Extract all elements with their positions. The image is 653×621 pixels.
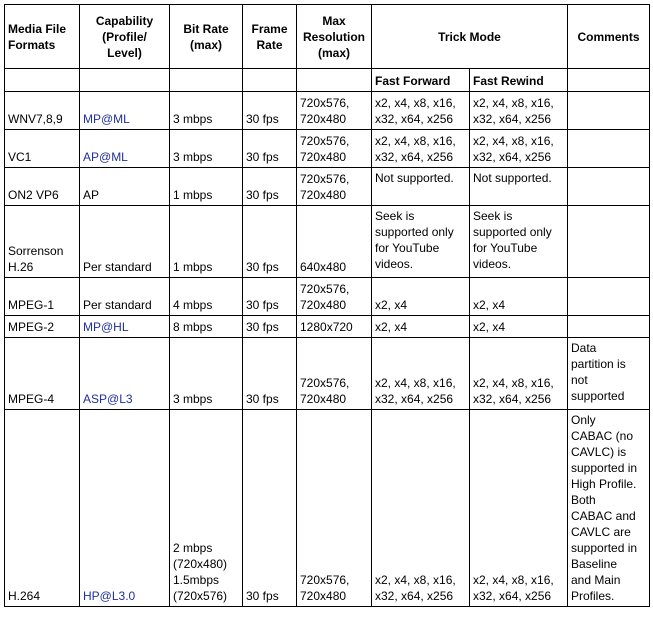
media-format-table [4, 4, 650, 607]
subheader-empty [243, 69, 297, 92]
cell-bitrate: 1 mbps [170, 206, 243, 278]
cell-framerate: 30 fps [243, 130, 297, 168]
header-row [5, 5, 650, 69]
cell-fast-forward: Seek is supported only for YouTube videos. [372, 206, 470, 278]
subheader-empty [80, 69, 170, 92]
cell-capability: MP@ML [80, 92, 170, 130]
cell-framerate: 30 fps [243, 316, 297, 338]
cell-fast-rewind: x2, x4 [470, 278, 568, 316]
cell-comments [568, 92, 650, 130]
cell-comments [568, 316, 650, 338]
cell-fast-rewind: x2, x4, x8, x16, x32, x64, x256 [470, 130, 568, 168]
header-max-resolution: Max Resolution (max) [297, 5, 372, 69]
header-capability: Capability (Profile/ Level) [80, 5, 170, 69]
cell-framerate: 30 fps [243, 168, 297, 206]
cell-comments [568, 206, 650, 278]
table-row [5, 92, 650, 130]
cell-format: VC1 [5, 130, 80, 168]
cell-fast-forward: x2, x4 [372, 278, 470, 316]
cell-resolution: 640x480 [297, 206, 372, 278]
cell-format: ON2 VP6 [5, 168, 80, 206]
cell-format: Sorrenson H.26 [5, 206, 80, 278]
cell-comments [568, 168, 650, 206]
table-row [5, 168, 650, 206]
cell-capability: MP@HL [80, 316, 170, 338]
cell-bitrate: 8 mbps [170, 316, 243, 338]
subheader-empty [568, 69, 650, 92]
header-comments: Comments [568, 5, 650, 69]
subheader-fast-rewind: Fast Rewind [470, 69, 568, 92]
cell-framerate: 30 fps [243, 206, 297, 278]
cell-resolution: 720x576, 720x480 [297, 338, 372, 410]
cell-capability: AP@ML [80, 130, 170, 168]
cell-capability: AP [80, 168, 170, 206]
cell-resolution: 1280x720 [297, 316, 372, 338]
header-media-file-formats: Media File Formats [5, 5, 80, 69]
table-row [5, 410, 650, 607]
cell-bitrate: 3 mbps [170, 338, 243, 410]
table-row [5, 278, 650, 316]
header-trick-mode: Trick Mode [372, 5, 568, 69]
subheader-row [5, 69, 650, 92]
cell-comments: Data partition is not supported [568, 338, 650, 410]
cell-format: MPEG-4 [5, 338, 80, 410]
header-bit-rate: Bit Rate (max) [170, 5, 243, 69]
table-row [5, 316, 650, 338]
cell-fast-rewind: Seek is supported only for YouTube videos. [470, 206, 568, 278]
cell-fast-rewind: x2, x4, x8, x16, x32, x64, x256 [470, 338, 568, 410]
cell-fast-rewind: x2, x4, x8, x16, x32, x64, x256 [470, 92, 568, 130]
cell-capability: Per standard [80, 206, 170, 278]
cell-fast-forward: x2, x4, x8, x16, x32, x64, x256 [372, 130, 470, 168]
cell-format: MPEG-1 [5, 278, 80, 316]
cell-resolution: 720x576, 720x480 [297, 92, 372, 130]
cell-resolution: 720x576, 720x480 [297, 278, 372, 316]
cell-fast-rewind: Not supported. [470, 168, 568, 206]
cell-format: H.264 [5, 410, 80, 607]
cell-fast-forward: x2, x4 [372, 316, 470, 338]
cell-framerate: 30 fps [243, 410, 297, 607]
cell-framerate: 30 fps [243, 338, 297, 410]
cell-fast-rewind: x2, x4 [470, 316, 568, 338]
cell-bitrate: 1 mbps [170, 168, 243, 206]
cell-bitrate: 4 mbps [170, 278, 243, 316]
cell-format: MPEG-2 [5, 316, 80, 338]
cell-comments [568, 278, 650, 316]
cell-bitrate: 3 mbps [170, 130, 243, 168]
cell-capability: ASP@L3 [80, 338, 170, 410]
cell-bitrate: 2 mbps (720x480) 1.5mbps (720x576) [170, 410, 243, 607]
cell-capability: HP@L3.0 [80, 410, 170, 607]
cell-fast-forward: x2, x4, x8, x16, x32, x64, x256 [372, 92, 470, 130]
table-row [5, 130, 650, 168]
table-row [5, 206, 650, 278]
cell-resolution: 720x576, 720x480 [297, 168, 372, 206]
header-frame-rate: Frame Rate [243, 5, 297, 69]
subheader-empty [170, 69, 243, 92]
cell-resolution: 720x576, 720x480 [297, 410, 372, 607]
cell-capability: Per standard [80, 278, 170, 316]
cell-bitrate: 3 mbps [170, 92, 243, 130]
cell-comments [568, 130, 650, 168]
cell-format: WNV7,8,9 [5, 92, 80, 130]
cell-framerate: 30 fps [243, 278, 297, 316]
cell-comments: Only CABAC (no CAVLC) is supported in High Profile. Both CABAC and CAVLC are supported in Baseline and Main Profiles. [568, 410, 650, 607]
subheader-empty [5, 69, 80, 92]
cell-resolution: 720x576, 720x480 [297, 130, 372, 168]
cell-fast-forward: Not supported. [372, 168, 470, 206]
cell-fast-rewind: x2, x4, x8, x16, x32, x64, x256 [470, 410, 568, 607]
cell-fast-forward: x2, x4, x8, x16, x32, x64, x256 [372, 410, 470, 607]
subheader-fast-forward: Fast Forward [372, 69, 470, 92]
cell-framerate: 30 fps [243, 92, 297, 130]
cell-fast-forward: x2, x4, x8, x16, x32, x64, x256 [372, 338, 470, 410]
table-row [5, 338, 650, 410]
subheader-empty [297, 69, 372, 92]
